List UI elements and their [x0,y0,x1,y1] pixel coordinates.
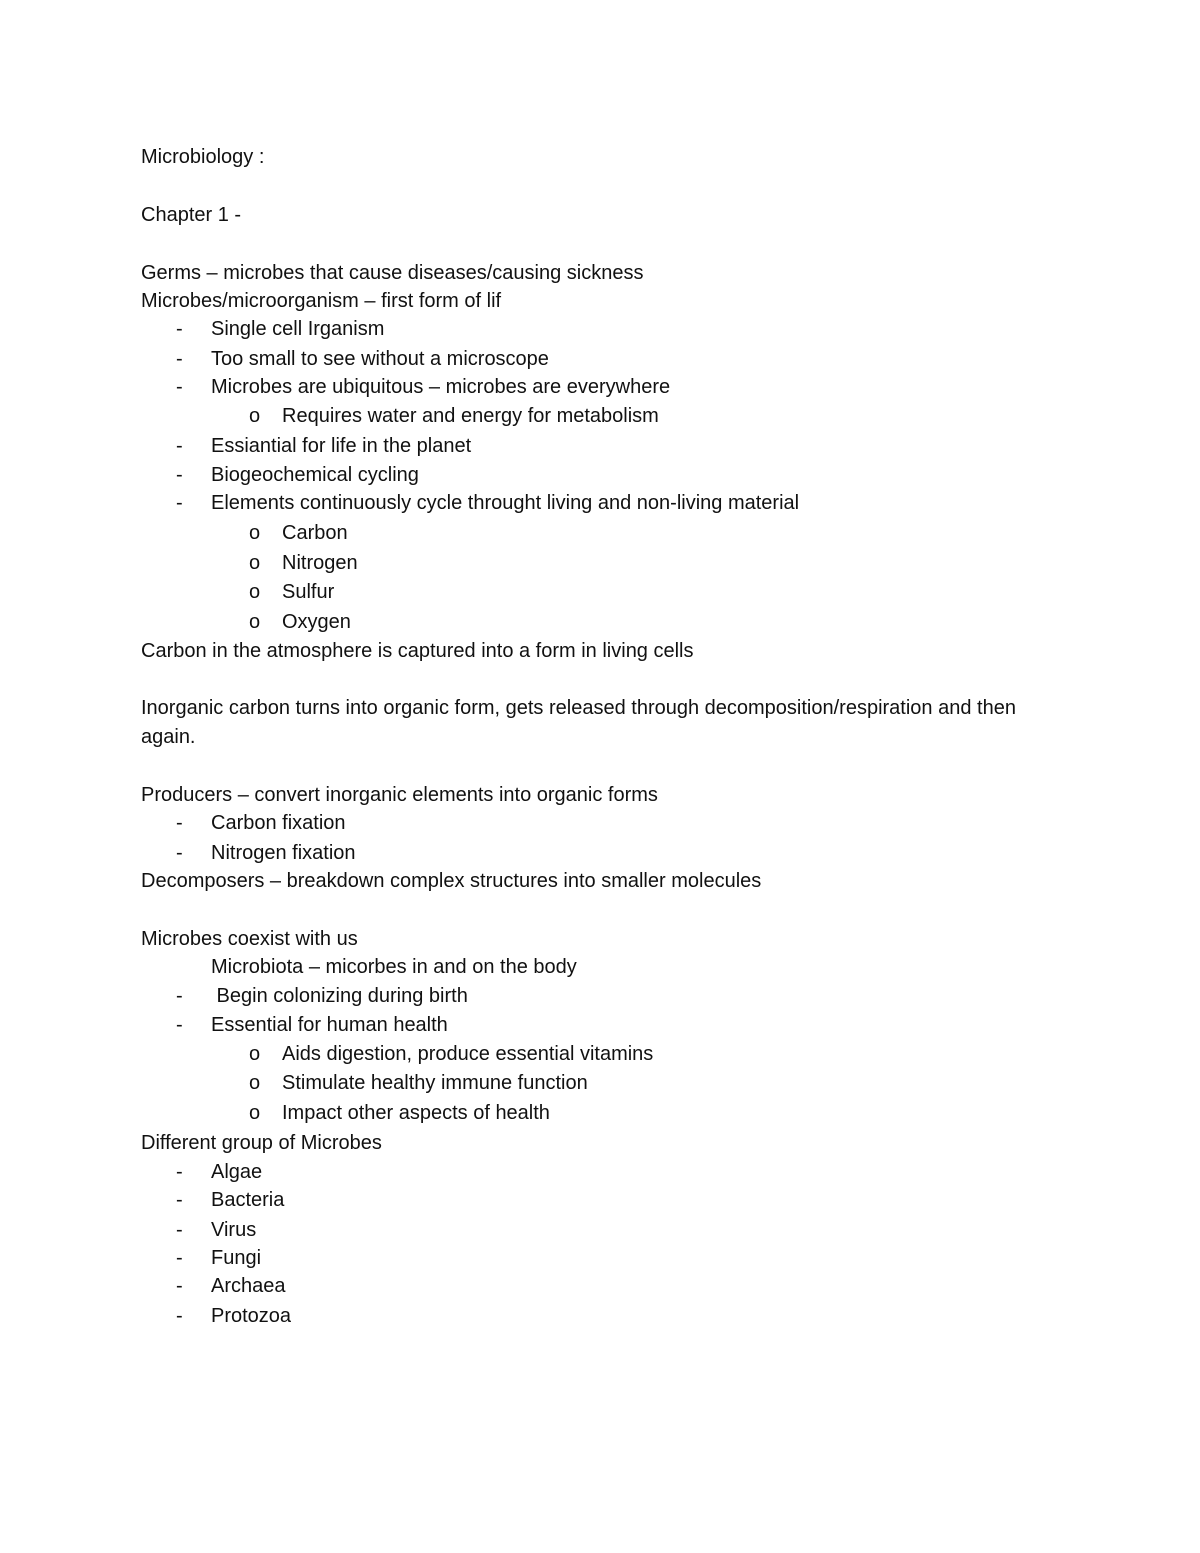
bullet-dash: - [176,348,183,370]
sub-list-item: Requires water and energy for metabolism [282,405,659,427]
producers-definition: Producers – convert inorganic elements into organic forms [141,784,658,806]
microbiota-definition: Microbiota – micorbes in and on the body [211,956,577,978]
list-item: Microbes are ubiquitous – microbes are everywhere [211,376,671,398]
bullet-dash: - [176,1014,183,1036]
list-item: Algae [211,1161,263,1183]
sub-list-item: Carbon [282,522,348,544]
list-item: Archaea [211,1275,286,1297]
inorganic-carbon-paragraph: Inorganic carbon turns into organic form, gets released through decomposition/respiration and then again. [141,697,1016,748]
bullet-dash: - [176,985,183,1007]
groups-heading: Different group of Microbes [141,1132,382,1154]
bullet-circle: o [249,581,261,603]
bullet-circle: o [249,405,261,427]
sub-list-item: Aids digestion, produce essential vitamins [282,1043,654,1065]
bullet-circle: o [249,1043,261,1065]
sub-list-item: Oxygen [282,611,351,633]
bullet-circle: o [249,611,261,633]
bullet-dash: - [176,1219,183,1241]
decomposers-definition: Decomposers – breakdown complex structures into smaller molecules [141,870,762,892]
bullet-dash: - [176,1247,183,1269]
carbon-capture-text: Carbon in the atmosphere is captured into a form in living cells [141,640,694,662]
list-item: Nitrogen fixation [211,842,356,864]
bullet-dash: - [176,492,183,514]
microbes-definition: Microbes/microorganism – first form of lif [141,290,502,312]
bullet-dash: - [176,1189,183,1211]
list-item: Essential for human health [211,1014,448,1036]
sub-list-item: Nitrogen [282,552,358,574]
document-title: Microbiology : [141,146,265,168]
list-item: Single cell Irganism [211,318,385,340]
bullet-circle: o [249,522,261,544]
chapter-heading: Chapter 1 - [141,204,242,226]
bullet-circle: o [249,552,261,574]
sub-list-item: Stimulate healthy immune function [282,1072,588,1094]
bullet-dash: - [176,812,183,834]
germs-definition: Germs – microbes that cause diseases/causing sickness [141,262,644,284]
list-item: Essiantial for life in the planet [211,435,472,457]
list-item: Protozoa [211,1305,292,1327]
bullet-dash: - [176,464,183,486]
list-item: Virus [211,1219,257,1241]
list-item: Bacteria [211,1189,285,1211]
bullet-circle: o [249,1072,261,1094]
bullet-dash: - [176,1161,183,1183]
coexist-heading: Microbes coexist with us [141,928,358,950]
list-item: Fungi [211,1247,262,1269]
bullet-dash: - [176,842,183,864]
bullet-dash: - [176,1305,183,1327]
list-item: Elements continuously cycle throught living and non-living material [211,492,800,514]
bullet-dash: - [176,435,183,457]
sub-list-item: Impact other aspects of health [282,1102,550,1124]
list-item: Begin colonizing during birth [211,985,468,1007]
bullet-dash: - [176,318,183,340]
sub-list-item: Sulfur [282,581,335,603]
bullet-dash: - [176,1275,183,1297]
list-item: Carbon fixation [211,812,346,834]
bullet-circle: o [249,1102,261,1124]
bullet-dash: - [176,376,183,398]
list-item: Biogeochemical cycling [211,464,419,486]
list-item: Too small to see without a microscope [211,348,549,370]
